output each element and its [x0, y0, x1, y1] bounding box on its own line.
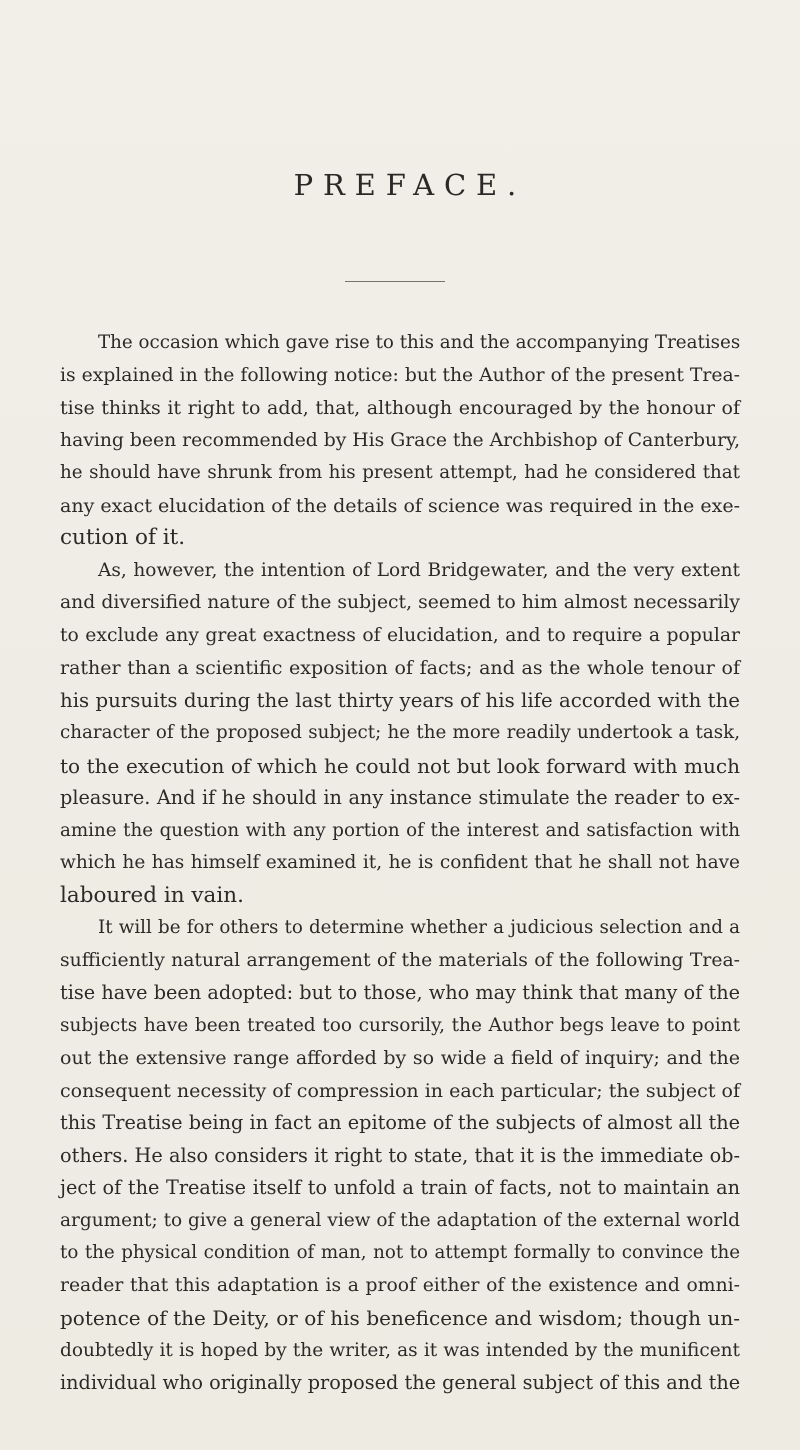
text-line: argument; to give a general view of the adaptation of the external world [60, 1209, 740, 1231]
text-line: sufficiently natural arrangement of the materials of the following Trea- [60, 949, 740, 971]
text-line: this Treatise being in fact an epitome of the subjects of almost all the [60, 1111, 740, 1134]
text-line: doubtedly it is hoped by the writer, as it was intended by the munificent [60, 1339, 740, 1361]
text-line: It will be for others to determine whether a judicious selection and a [98, 917, 740, 938]
page-title: PREFACE. [293, 168, 527, 202]
text-line: tise thinks it right to add, that, although encouraged by the honour of [60, 397, 740, 419]
text-line: which he has himself examined it, he is confident that he shall not have [60, 852, 740, 873]
text-line: to exclude any great exactness of elucidation, and to require a popular [60, 624, 740, 646]
text-line: character of the proposed subject; he the more readily undertook a task, [60, 722, 740, 743]
preface-body [60, 327, 740, 1400]
text-line: having been recommended by His Grace the Archbishop of Canterbury, [60, 429, 741, 451]
text-line: ject of the Treatise itself to unfold a train of facts, not to maintain an [60, 1176, 740, 1199]
text-line: potence of the Deity, or of his beneficence and wisdom; though un- [60, 1306, 740, 1330]
text-line: he should have shrunk from his present attempt, had he considered that [60, 462, 740, 483]
text-line: pleasure. And if he should in any instance stimulate the reader to ex- [60, 786, 740, 809]
text-line: consequent necessity of compression in each particular; the subject of [60, 1079, 740, 1102]
text-line: his pursuits during the last thirty years of his life accorded with the [60, 688, 740, 712]
text-line: subjects have been treated too cursorily, the Author begs leave to point [60, 1014, 740, 1036]
text-line: rather than a scientific exposition of facts; and as the whole tenour of [60, 657, 740, 679]
text-line: tise have been adopted: but to those, who may think that many of the [60, 981, 740, 1004]
text-line: cution of it. [60, 525, 186, 550]
text-line: laboured in vain. [60, 882, 244, 908]
text-line: is explained in the following notice: but the Author of the present Trea- [60, 364, 740, 386]
text-line: and diversified nature of the subject, seemed to him almost necessarily [60, 592, 740, 613]
text-line: out the extensive range afforded by so wide a field of inquiry; and the [60, 1047, 740, 1069]
text-line: any exact elucidation of the details of science was required in the exe- [60, 494, 740, 517]
text-line: reader that this adaptation is a proof either of the existence and omni- [60, 1274, 740, 1296]
text-line: to the execution of which he could not but look forward with much [60, 753, 740, 778]
text-line: amine the question with any portion of the interest and satisfaction with [60, 819, 740, 841]
text-line: individual who originally proposed the general subject of this and the [60, 1371, 741, 1394]
text-line: The occasion which gave rise to this and the accompanying Treatises [98, 332, 741, 353]
text-line: others. He also considers it right to state, that it is the immediate ob- [60, 1143, 740, 1167]
title-rule-divider [345, 281, 445, 282]
text-line: As, however, the intention of Lord Bridgewater, and the very extent [98, 559, 740, 581]
text-line: to the physical condition of man, not to attempt formally to convince the [60, 1242, 740, 1263]
